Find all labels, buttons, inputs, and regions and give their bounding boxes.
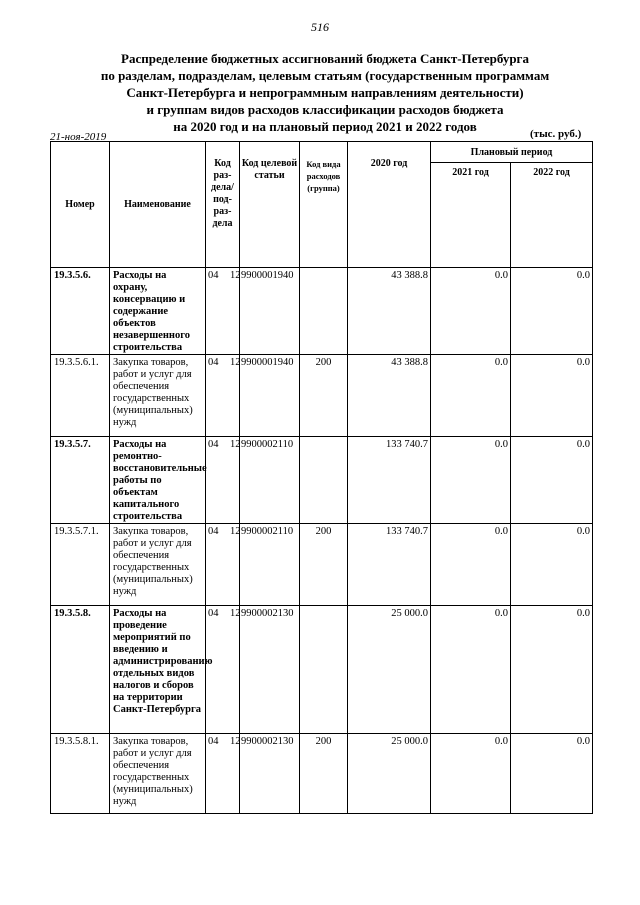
title-line: по разделам, подразделам, целевым статьям (государственным программам — [100, 68, 550, 83]
row-name: Закупка товаров, работ и услуг для обеспечения государственных (муниципальных) нужд — [110, 734, 206, 814]
table-row — [51, 268, 593, 355]
header-2022: 2022 год — [511, 163, 593, 268]
row-razdel: 04 12 — [206, 437, 240, 524]
table-row — [51, 606, 593, 734]
document-title — [60, 50, 590, 135]
row-name: Закупка товаров, работ и услуг для обеспечения государственных (муниципальных) нужд — [110, 355, 206, 437]
row-code: 9900002110 — [240, 437, 300, 524]
row-number: 19.3.5.7.1. — [51, 524, 110, 606]
row-number: 19.3.5.8. — [51, 606, 110, 734]
row-2021: 0.0 — [431, 437, 511, 524]
row-2022: 0.0 — [511, 734, 593, 814]
row-code: 9900001940 — [240, 268, 300, 355]
table-row — [51, 437, 593, 524]
header-razdel: Код раз-дела/ под-раз-дела — [206, 142, 240, 268]
header-plan-period: Плановый период — [431, 142, 593, 163]
row-vid — [300, 437, 348, 524]
row-2020: 43 388.8 — [348, 355, 431, 437]
row-number: 19.3.5.6. — [51, 268, 110, 355]
row-2022: 0.0 — [511, 437, 593, 524]
row-2022: 0.0 — [511, 524, 593, 606]
row-razdel: 04 12 — [206, 355, 240, 437]
row-2020: 25 000.0 — [348, 606, 431, 734]
units-label: (тыс. руб.) — [530, 128, 582, 140]
row-code: 9900002110 — [240, 524, 300, 606]
budget-table — [50, 141, 593, 814]
row-2021: 0.0 — [431, 606, 511, 734]
title-line: Санкт-Петербурга и непрограммным направлениям деятельности) — [126, 85, 524, 100]
title-line: Распределение бюджетных ассигнований бюджета Санкт-Петербурга — [121, 51, 529, 66]
row-code: 9900002130 — [240, 606, 300, 734]
row-vid: 200 — [300, 524, 348, 606]
title-line: и группам видов расходов классификации расходов бюджета — [146, 102, 504, 117]
header-number: Номер — [51, 142, 110, 268]
header-code: Код целевой статьи — [240, 142, 300, 268]
row-2020: 133 740.7 — [348, 524, 431, 606]
row-number: 19.3.5.7. — [51, 437, 110, 524]
table-row — [51, 355, 593, 437]
row-2021: 0.0 — [431, 524, 511, 606]
header-vid: Код вида расходов (группа) — [300, 142, 348, 268]
row-2022: 0.0 — [511, 606, 593, 734]
row-2021: 0.0 — [431, 268, 511, 355]
table-row — [51, 734, 593, 814]
row-2020: 43 388.8 — [348, 268, 431, 355]
row-2020: 133 740.7 — [348, 437, 431, 524]
row-2020: 25 000.0 — [348, 734, 431, 814]
row-vid — [300, 606, 348, 734]
row-2022: 0.0 — [511, 268, 593, 355]
header-2020: 2020 год — [348, 142, 431, 268]
row-2021: 0.0 — [431, 734, 511, 814]
row-vid — [300, 268, 348, 355]
header-2021: 2021 год — [431, 163, 511, 268]
title-line: на 2020 год и на плановый период 2021 и 2022 годов — [173, 119, 477, 134]
row-razdel: 04 12 — [206, 524, 240, 606]
row-name: Расходы на охрану, консервацию и содержание объектов незавершенного строительства — [110, 268, 206, 355]
row-razdel: 04 12 — [206, 268, 240, 355]
row-name: Расходы на ремонтно-восстановительные работы по объектам капитального строительства — [110, 437, 206, 524]
row-razdel: 04 12 — [206, 606, 240, 734]
row-code: 9900002130 — [240, 734, 300, 814]
row-name: Закупка товаров, работ и услуг для обеспечения государственных (муниципальных) нужд — [110, 524, 206, 606]
row-vid: 200 — [300, 355, 348, 437]
row-2021: 0.0 — [431, 355, 511, 437]
document-date: 21-ноя-2019 — [50, 131, 107, 143]
row-number: 19.3.5.8.1. — [51, 734, 110, 814]
row-2022: 0.0 — [511, 355, 593, 437]
table-row — [51, 524, 593, 606]
row-razdel: 04 12 — [206, 734, 240, 814]
row-number: 19.3.5.6.1. — [51, 355, 110, 437]
row-code: 9900001940 — [240, 355, 300, 437]
row-vid: 200 — [300, 734, 348, 814]
page-number: 516 — [311, 20, 329, 34]
row-name: Расходы на проведение мероприятий по введению и администрированию отдельных видов налогов и сборов на территории Санкт-Петербурга — [110, 606, 206, 734]
header-name: Наименование — [110, 142, 206, 268]
